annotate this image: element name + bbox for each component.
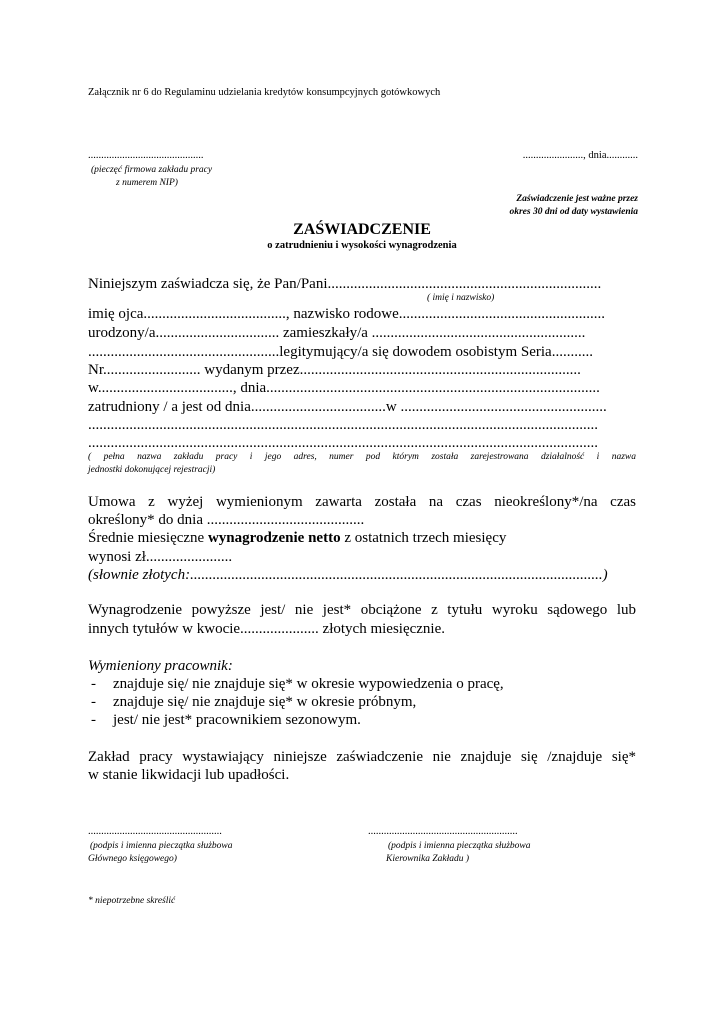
place-date-line: ......................., dnia............ [522, 150, 638, 161]
accountant-signature-caption-1: (podpis i imienna pieczątka służbowa [90, 841, 233, 851]
salary-amount: wynosi zł....................... [88, 549, 233, 565]
salary-line [88, 530, 506, 547]
employee-heading: Wymieniony pracownik: [88, 658, 233, 674]
manager-signature-caption-2: Kierownika Zakładu ) [386, 854, 470, 864]
employee-item-2: znajduje się/ nie znajduje się* w okresie próbnym, [113, 694, 417, 710]
salary-post: z ostatnich trzech miesięcy [340, 530, 507, 546]
liquidation-line-2: w stanie likwidacji lub upadłości. [88, 767, 290, 783]
accountant-signature-caption-2: Głównego księgowego) [88, 854, 177, 864]
field-employed-since: zatrudniony / a jest od dnia....................................w ....................................................... [88, 399, 607, 415]
liquidation-line-1: Zakład pracy wystawiający niniejsze zaświadczenie nie znajduje się /znajduje się* [88, 749, 636, 765]
employee-dash-3: - [91, 712, 96, 728]
employee-item-1: znajduje się/ nie znajduje się* w okresie wypowiedzenia o pracę, [113, 676, 504, 692]
manager-signature-line: ......................................................... [368, 826, 518, 837]
company-stamp-line: ............................................ [88, 150, 204, 161]
document-title: ZAŚWIADCZENIE [293, 221, 431, 238]
contract-line-1: Umowa z wyżej wymienionym zawarta została na czas nieokreślony*/na czas [88, 494, 636, 510]
accountant-signature-line: ................................................... [88, 826, 222, 837]
field-employer-2: ........................................................................................................................................ [88, 435, 598, 451]
field-birth-address: urodzony/a................................. zamieszkały/a ......................................................... [88, 325, 586, 341]
salary-in-words: (słownie złotych:..............................................................................................................) [88, 567, 608, 583]
manager-signature-caption-1: (podpis i imienna pieczątka służbowa [388, 841, 531, 851]
footnote: * niepotrzebne skreślić [88, 896, 176, 906]
field-person-name: Niniejszym zaświadcza się, że Pan/Pani......................................................................... [88, 276, 602, 292]
company-stamp-caption-2: z numerem NIP) [116, 178, 178, 188]
validity-note-2: okres 30 dni od daty wystawienia [509, 207, 638, 217]
field-employer-1: ........................................................................................................................................ [88, 417, 598, 433]
person-name-caption: ( imię i nazwisko) [427, 293, 495, 303]
document-subtitle: o zatrudnieniu i wysokości wynagrodzenia [267, 240, 457, 251]
salary-pre: Średnie miesięczne [88, 530, 208, 546]
field-id-series: ...................................................legitymujący/a się dowodem osobistym Seria........... [88, 344, 593, 360]
deduction-line-1: Wynagrodzenie powyższe jest/ nie jest* obciążone z tytułu wyroku sądowego lub [88, 602, 636, 618]
validity-note-1: Zaświadczenie jest ważne przez [516, 194, 638, 204]
employer-note-2: jednostki dokonującej rejestracji) [88, 465, 216, 475]
field-father-name: imię ojca......................................, nazwisko rodowe....................................................... [88, 306, 606, 322]
annex-header: Załącznik nr 6 do Regulaminu udzielania kredytów konsumpcyjnych gotówkowych [88, 87, 441, 98]
employee-dash-1: - [91, 676, 96, 692]
salary-net-bold: wynagrodzenie netto [207, 530, 341, 546]
employee-dash-2: - [91, 694, 96, 710]
employee-item-3: jest/ nie jest* pracownikiem sezonowym. [113, 712, 361, 728]
company-stamp-caption-1: (pieczęć firmowa zakładu pracy [91, 165, 213, 175]
contract-line-2: określony* do dnia .......................................... [88, 512, 365, 528]
employer-note-1: ( pełna nazwa zakładu pracy i jego adres, numer pod którym została zarejestrowana działalność i nazwa [88, 452, 636, 462]
field-id-issue: w...................................., dnia......................................................................................... [88, 380, 600, 396]
field-id-number: Nr.......................... wydanym przez........................................................................... [88, 362, 581, 378]
deduction-line-2: innych tytułów w kwocie..................... złotych miesięcznie. [88, 621, 446, 637]
